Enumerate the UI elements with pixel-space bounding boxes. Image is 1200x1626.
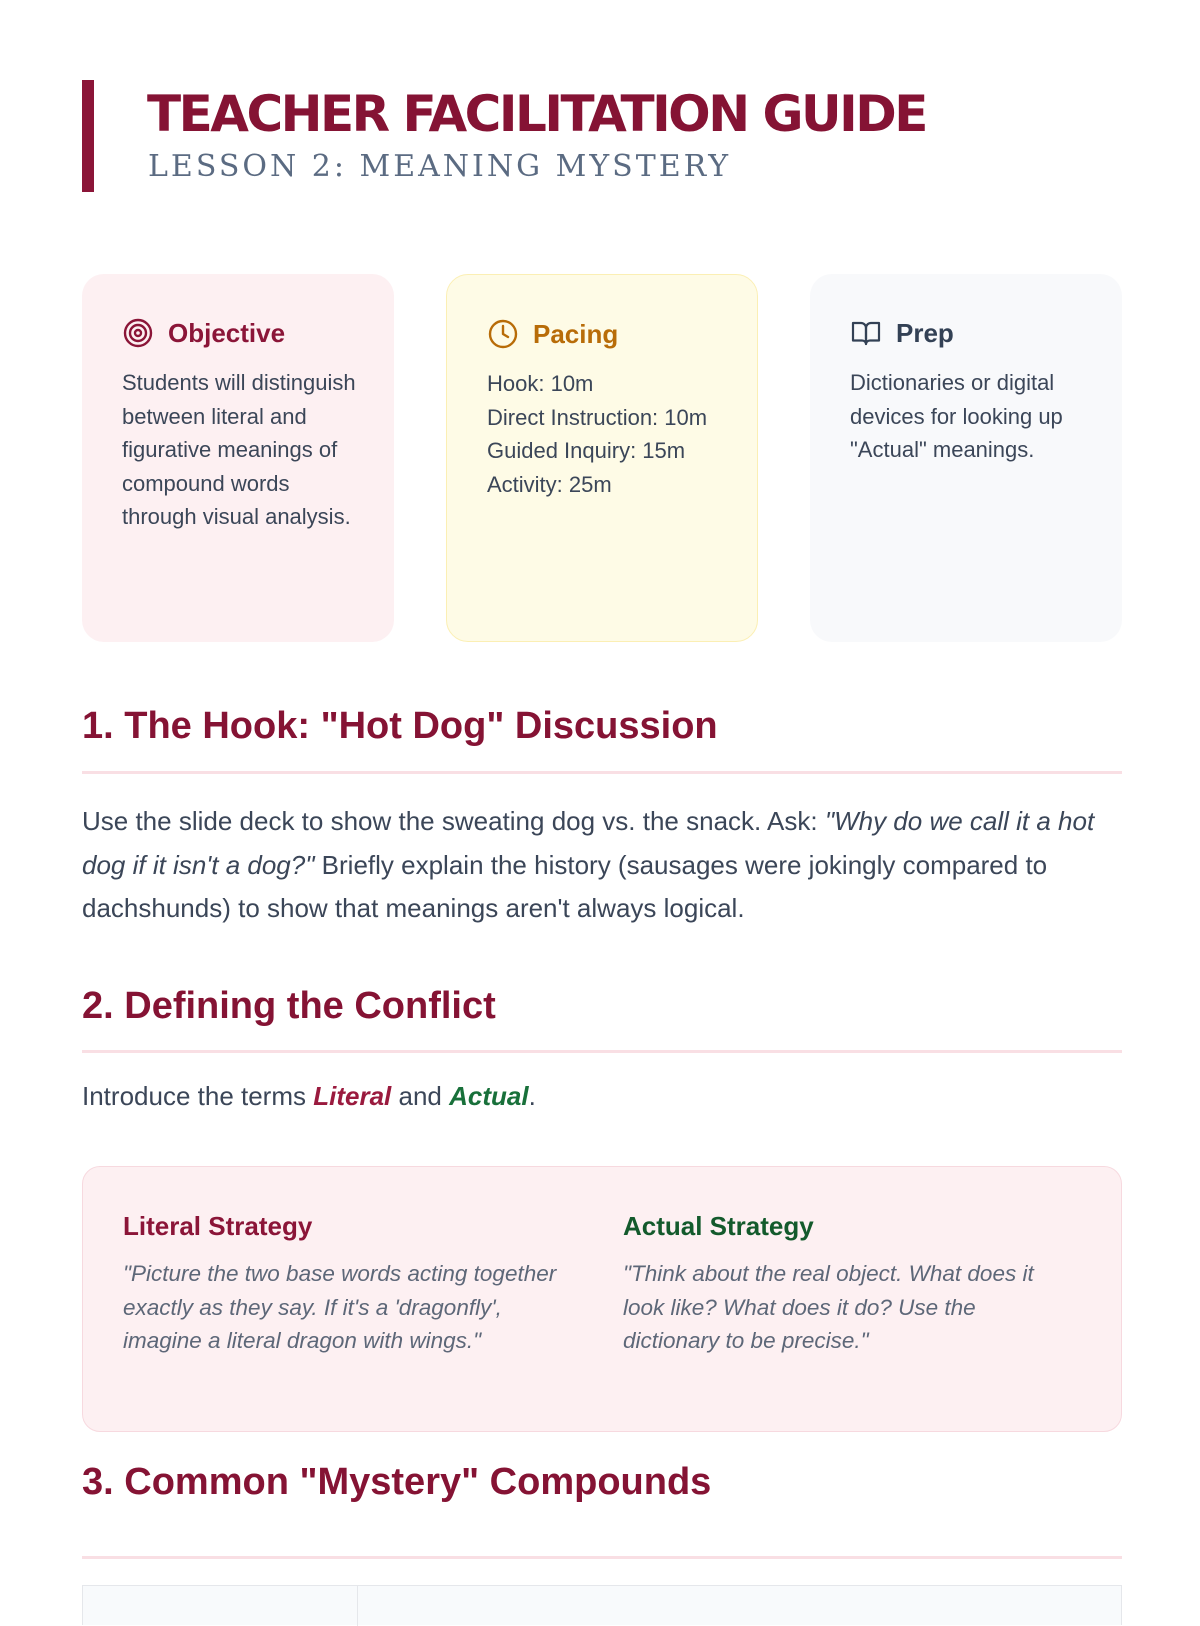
table-column-divider <box>357 1586 358 1626</box>
section-1-question: "Why do we call it a hot dog if it isn't a dog?" <box>82 806 1095 880</box>
objective-card-title: Objective <box>168 317 286 348</box>
pacing-line-hook: Hook: 10m <box>487 371 594 396</box>
overview-cards <box>82 274 1122 642</box>
section-3-title: 3. Common "Mystery" Compounds <box>82 1461 712 1503</box>
book-icon <box>850 317 882 349</box>
section-2-title: 2. Defining the Conflict <box>82 985 496 1027</box>
pacing-card-body <box>487 367 719 501</box>
strategy-comparison-box <box>82 1166 1122 1432</box>
pacing-line-direct-instruction: Direct Instruction: 10m <box>487 404 708 430</box>
page-subtitle: LESSON 2: MEANING MYSTERY <box>148 149 732 184</box>
pacing-line-activity: Activity: 25m <box>487 471 612 497</box>
facilitation-guide-page <box>82 80 1122 1503</box>
page-title: TEACHER FACILITATION GUIDE <box>147 85 926 143</box>
actual-strategy-quote: "Think about the real object. What does it look like? What does it do? Use the dictionary to be precise." <box>623 1261 1034 1353</box>
actual-strategy <box>623 1209 1073 1358</box>
section-3-divider <box>82 1556 1122 1559</box>
prep-card-header <box>850 316 1084 350</box>
objective-card-header <box>122 316 356 350</box>
prep-card-title: Prep <box>896 317 954 348</box>
objective-card <box>82 274 394 642</box>
target-icon <box>122 317 154 349</box>
pacing-card-header <box>487 317 719 351</box>
term-actual: Actual <box>449 1081 529 1111</box>
section-1-text-after: Briefly explain the history (sausages were jokingly compared to dachshunds) to show that meanings aren't always logical. <box>82 849 1048 923</box>
literal-strategy-title: Literal Strategy <box>123 1211 313 1241</box>
section-2-divider <box>82 1050 1122 1053</box>
pacing-card-title: Pacing <box>533 318 619 349</box>
literal-strategy-quote: "Picture the two base words acting together exactly as they say. If it's a 'dragonfly', imagine a literal dragon with wings." <box>123 1261 557 1353</box>
guide-header <box>82 80 1122 192</box>
intro-text: Introduce the terms <box>82 1081 314 1111</box>
section-2-intro <box>82 1075 1122 1119</box>
prep-card-body: Dictionaries or digital devices for looking up "Actual" meanings. <box>850 370 1063 462</box>
section-1-title: 1. The Hook: "Hot Dog" Discussion <box>82 705 718 747</box>
pacing-card <box>446 274 758 642</box>
actual-strategy-title: Actual Strategy <box>623 1211 814 1241</box>
compounds-table-header <box>82 1585 1122 1625</box>
section-1-text-before: Use the slide deck to show the sweating dog vs. the snack. Ask: <box>82 806 825 836</box>
literal-strategy <box>123 1209 573 1358</box>
clock-icon <box>487 318 519 350</box>
section-1-paragraph <box>82 800 1122 931</box>
section-1-divider <box>82 771 1122 774</box>
objective-card-body: Students will distinguish between literal and figurative meanings of compound words through visual analysis. <box>122 370 356 529</box>
term-literal: Literal <box>313 1081 392 1111</box>
intro-end: . <box>528 1081 536 1111</box>
pacing-line-guided-inquiry: Guided Inquiry: 15m <box>487 438 686 463</box>
intro-and: and <box>391 1081 450 1111</box>
prep-card <box>810 274 1122 642</box>
header-accent-bar <box>82 80 94 192</box>
